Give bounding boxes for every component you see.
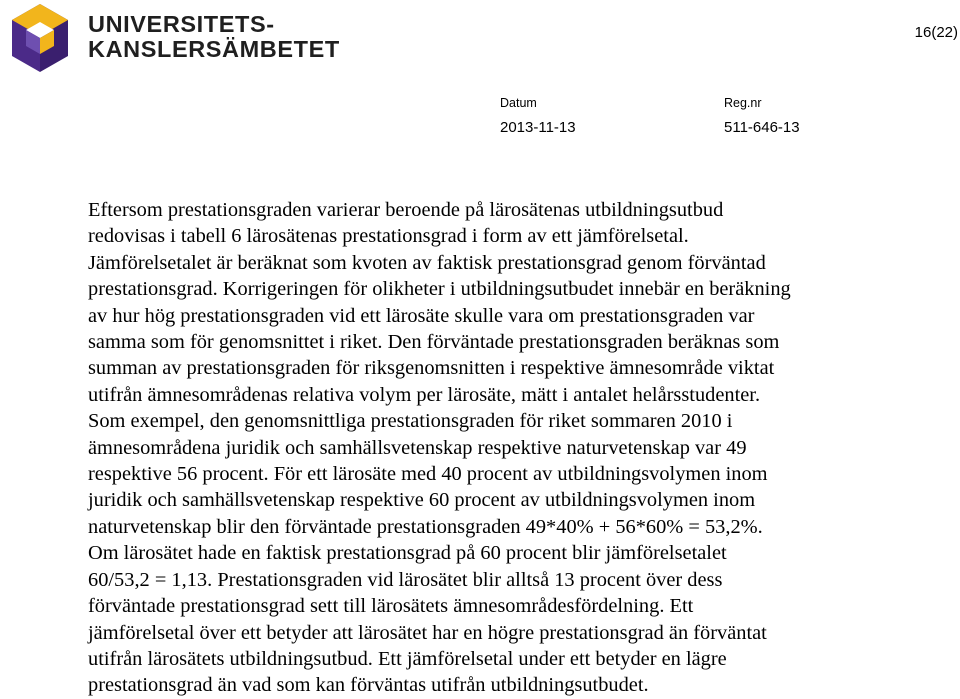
organization-name bbox=[88, 12, 340, 62]
paragraph-line: summan av prestationsgraden för riksgenomsnitten i respektive ämnesområde viktat bbox=[88, 357, 775, 380]
paragraph-line: Eftersom prestationsgraden varierar beroende på lärosätenas utbildningsutbud bbox=[88, 199, 724, 221]
organization-name-line2: KANSLERSÄMBETET bbox=[88, 36, 340, 62]
paragraph-line: prestationsgrad än vad som kan förväntas utifrån utbildningsutbudet. bbox=[88, 674, 649, 697]
paragraph-line: 60/53,2 = 1,13. Prestationsgraden vid lärosätet blir alltså 13 procent över dess bbox=[88, 568, 723, 591]
paragraph-line: jämförelsetal över ett betyder att lärosätet har en högre prestationsgrad än förväntat bbox=[88, 621, 767, 644]
paragraph-line: utifrån ämnesområdenas relativa volym per lärosäte, mätt i antalet helårsstudenter. bbox=[88, 383, 761, 406]
paragraph-line: Som exempel, den genomsnittliga prestationsgraden för riket sommaren 2010 i bbox=[88, 410, 733, 433]
paragraph-line: naturvetenskap blir den förväntade prestationsgraden 49*40% + 56*60% = 53,2%. bbox=[88, 515, 763, 538]
paragraph-line: juridik och samhällsvetenskap respektive 60 procent av utbildningsvolymen inom bbox=[88, 489, 756, 512]
date-label: Datum bbox=[500, 96, 537, 110]
reg-value: 511-646-13 bbox=[724, 119, 800, 136]
date-value: 2013-11-13 bbox=[500, 119, 576, 136]
paragraph-line: samma som för genomsnittet i riket. Den förväntade prestationsgraden beräknas som bbox=[88, 331, 780, 354]
page-number: 16(22) bbox=[914, 24, 958, 41]
organization-name-line1: UNIVERSITETS- bbox=[88, 11, 275, 37]
paragraph-line: utifrån lärosätets utbildningsutbud. Ett jämförelsetal under ett betyder en lägre bbox=[88, 647, 727, 670]
agency-logo bbox=[8, 2, 72, 74]
paragraph-line: prestationsgrad. Korrigeringen för olikheter i utbildningsutbudet innebär en beräkning bbox=[88, 278, 791, 301]
reg-label: Reg.nr bbox=[724, 96, 762, 110]
body-paragraph bbox=[88, 197, 960, 699]
paragraph-line: Jämförelsetalet är beräknat som kvoten av faktisk prestationsgrad genom förväntad bbox=[88, 251, 766, 274]
paragraph-line: respektive 56 procent. För ett lärosäte med 40 procent av utbildningsvolymen inom bbox=[88, 463, 768, 486]
paragraph-line: förväntade prestationsgrad sett till lärosätets ämnesområdesfördelning. Ett bbox=[88, 595, 694, 618]
paragraph-line: ämnesområdena juridik och samhällsvetenskap respektive naturvetenskap var 49 bbox=[88, 436, 747, 459]
paragraph-line: Om lärosätet hade en faktisk prestationsgrad på 60 procent blir jämförelsetalet bbox=[88, 542, 727, 565]
paragraph-line: av hur hög prestationsgraden vid ett lärosäte skulle vara om prestationsgraden var bbox=[88, 304, 755, 327]
paragraph-line: redovisas i tabell 6 lärosätenas prestationsgrad i form av ett jämförelsetal. bbox=[88, 225, 689, 248]
